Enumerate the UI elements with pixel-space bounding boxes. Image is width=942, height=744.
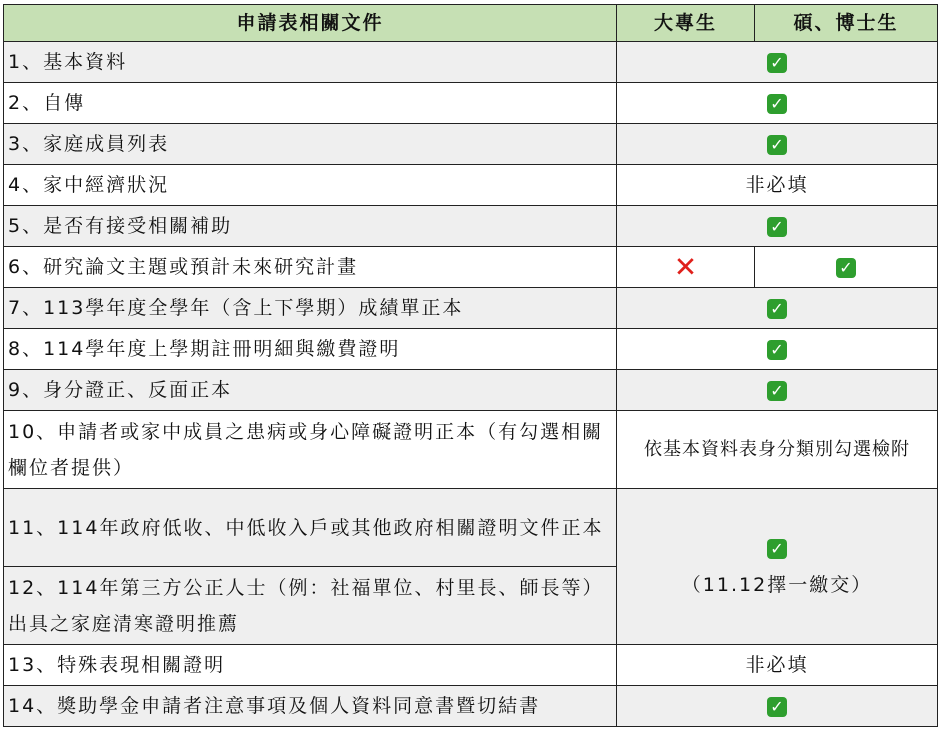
table-row: [4, 42, 938, 83]
row-label: 5、是否有接受相關補助: [4, 206, 617, 247]
row-label: 7、113學年度全學年（含上下學期）成績單正本: [4, 288, 617, 329]
row-label: 14、獎助學金申請者注意事項及個人資料同意書暨切結書: [4, 686, 617, 727]
table-row: [4, 247, 938, 288]
table-row: [4, 645, 938, 686]
row-value: 非必填: [617, 645, 938, 686]
cross-icon: ✕: [673, 250, 698, 284]
header-graduate: 碩、博士生: [755, 5, 938, 42]
table-row: [4, 165, 938, 206]
row-value: 非必填: [617, 165, 938, 206]
table-row: [4, 370, 938, 411]
row-label: 13、特殊表現相關證明: [4, 645, 617, 686]
row-label: 1、基本資料: [4, 42, 617, 83]
check-icon: ✓: [767, 381, 787, 401]
header-documents: 申請表相關文件: [4, 5, 617, 42]
check-icon: ✓: [767, 217, 787, 237]
row-label: 6、研究論文主題或預計未來研究計畫: [4, 247, 617, 288]
row-label: 12、114年第三方公正人士（例：社福單位、村里長、師長等）出具之家庭清寒證明推薦: [4, 567, 617, 645]
header-row: [4, 5, 938, 42]
note-11-12: （11.12擇一繳交）: [681, 573, 873, 596]
table-row: [4, 411, 938, 489]
table-row: [4, 489, 938, 567]
row-label: 9、身分證正、反面正本: [4, 370, 617, 411]
table-row: [4, 686, 938, 727]
document-checklist-table: [3, 4, 938, 727]
check-icon: ✓: [767, 94, 787, 114]
row-label: 11、114年政府低收、中低收入戶或其他政府相關證明文件正本: [4, 489, 617, 567]
check-icon: ✓: [767, 340, 787, 360]
check-icon: ✓: [767, 697, 787, 717]
check-icon: ✓: [767, 299, 787, 319]
row-label: 8、114學年度上學期註冊明細與繳費證明: [4, 329, 617, 370]
header-undergraduate: 大專生: [617, 5, 755, 42]
merged-cell-11-12: [617, 489, 938, 645]
check-icon: ✓: [767, 53, 787, 73]
table-row: [4, 206, 938, 247]
row-label: 2、自傳: [4, 83, 617, 124]
row-label: 10、申請者或家中成員之患病或身心障礙證明正本（有勾選相關欄位者提供）: [4, 411, 617, 489]
table-row: [4, 288, 938, 329]
row-label: 4、家中經濟狀況: [4, 165, 617, 206]
row-label: 3、家庭成員列表: [4, 124, 617, 165]
check-icon: ✓: [767, 539, 787, 559]
table-row: [4, 124, 938, 165]
table-row: [4, 83, 938, 124]
table-row: [4, 329, 938, 370]
row-value: 依基本資料表身分類別勾選檢附: [617, 411, 938, 489]
check-icon: ✓: [836, 258, 856, 278]
check-icon: ✓: [767, 135, 787, 155]
